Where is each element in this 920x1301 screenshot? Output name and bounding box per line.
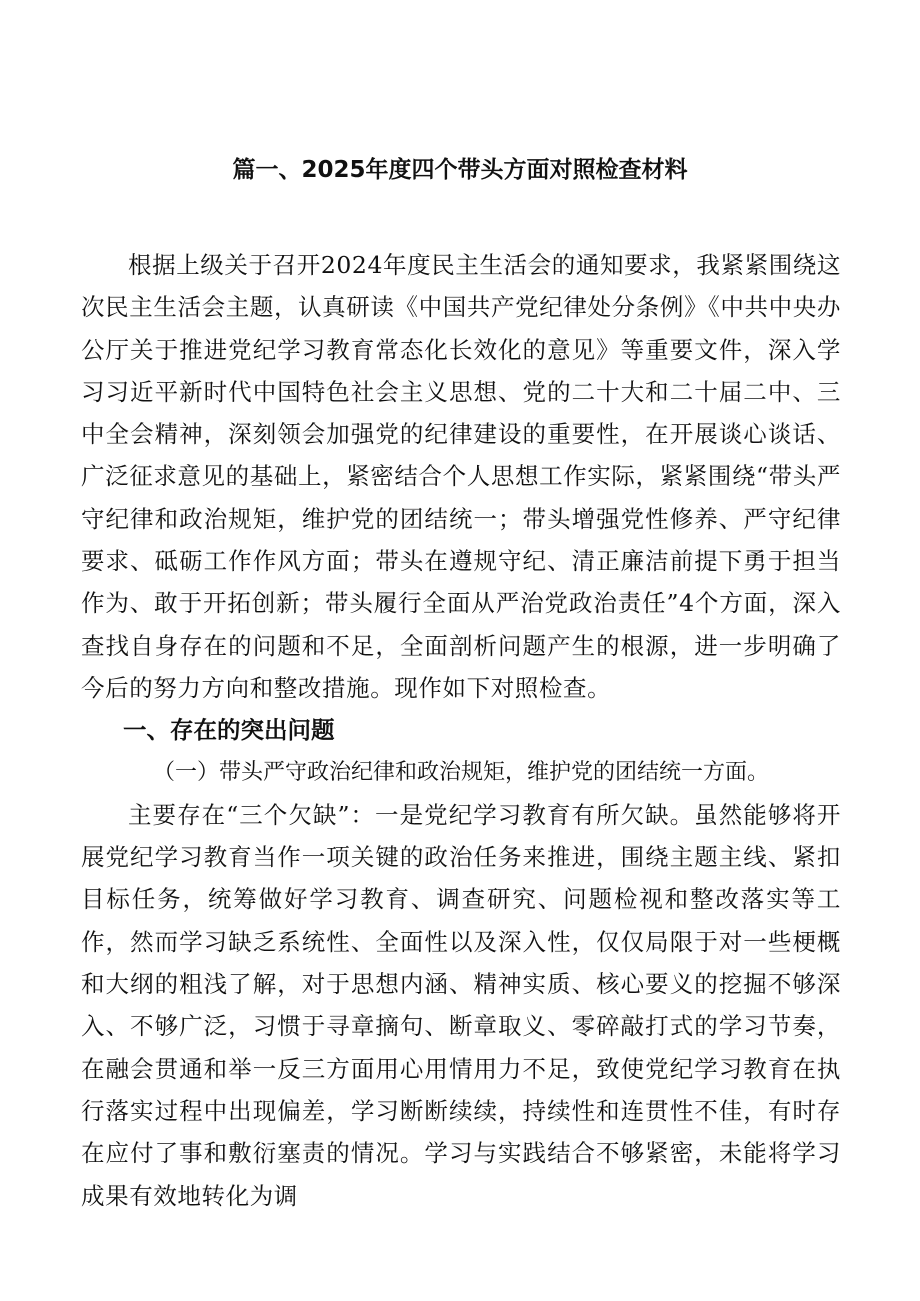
intro-paragraph: 根据上级关于召开2024年度民主生活会的通知要求，我紧紧围绕这次民主生活会主题，认真研读《中国共产党纪律处分条例》《中共中央办公厅关于推进党纪学习教育常态化长效化的意见》等重要文件，深入学习习近平新时代中国特色社会主义思想、党的二十大和二十届二中、三中全会精神，深刻领会加强党的纪律建设的重要性，在开展谈心谈话、广泛征求意见的基础上，紧密结合个人思想工作实际，紧紧围绕“带头严守纪律和政治规矩，维护党的团结统一；带头增强党性修养、严守纪律要求、砥砺工作作风方面；带头在遵规守纪、清正廉洁前提下勇于担当作为、敢于开拓创新；带头履行全面从严治党政治责任”4个方面，深入查找自身存在的问题和不足，全面剖析问题产生的根源，进一步明确了今后的努力方向和整改措施。现作如下对照检查。 xyxy=(81,251,841,702)
subsection-paragraph: 主要存在“三个欠缺”：一是党纪学习教育有所欠缺。虽然能够将开展党纪学习教育当作一项关键的政治任务来推进，围绕主题主线、紧扣目标任务，统筹做好学习教育、调查研究、问题检视和整改落实等工作，然而学习缺乏系统性、全面性以及深入性，仅仅局限于对一些梗概和大纲的粗浅了解，对于思想内涵、精神实质、核心要义的挖掘不够深入、不够广泛，习惯于寻章摘句、断章取义、零碎敲打式的学习节奏，在融会贯通和举一反三方面用心用情用力不足，致使党纪学习教育在执行落实过程中出现偏差，学习断断续续，持续性和连贯性不佳，有时存在应付了事和敷衍塞责的情况。学习与实践结合不够紧密，未能将学习成果有效地转化为调 xyxy=(81,800,841,1210)
section-heading: 一、存在的突出问题 xyxy=(123,716,335,745)
document-body xyxy=(81,244,841,1217)
document-title: 篇一、2025年度四个带头方面对照检查材料 xyxy=(232,157,688,183)
subsection-heading: （一）带头严守政治纪律和政治规矩，维护党的团结统一方面。 xyxy=(153,759,770,785)
